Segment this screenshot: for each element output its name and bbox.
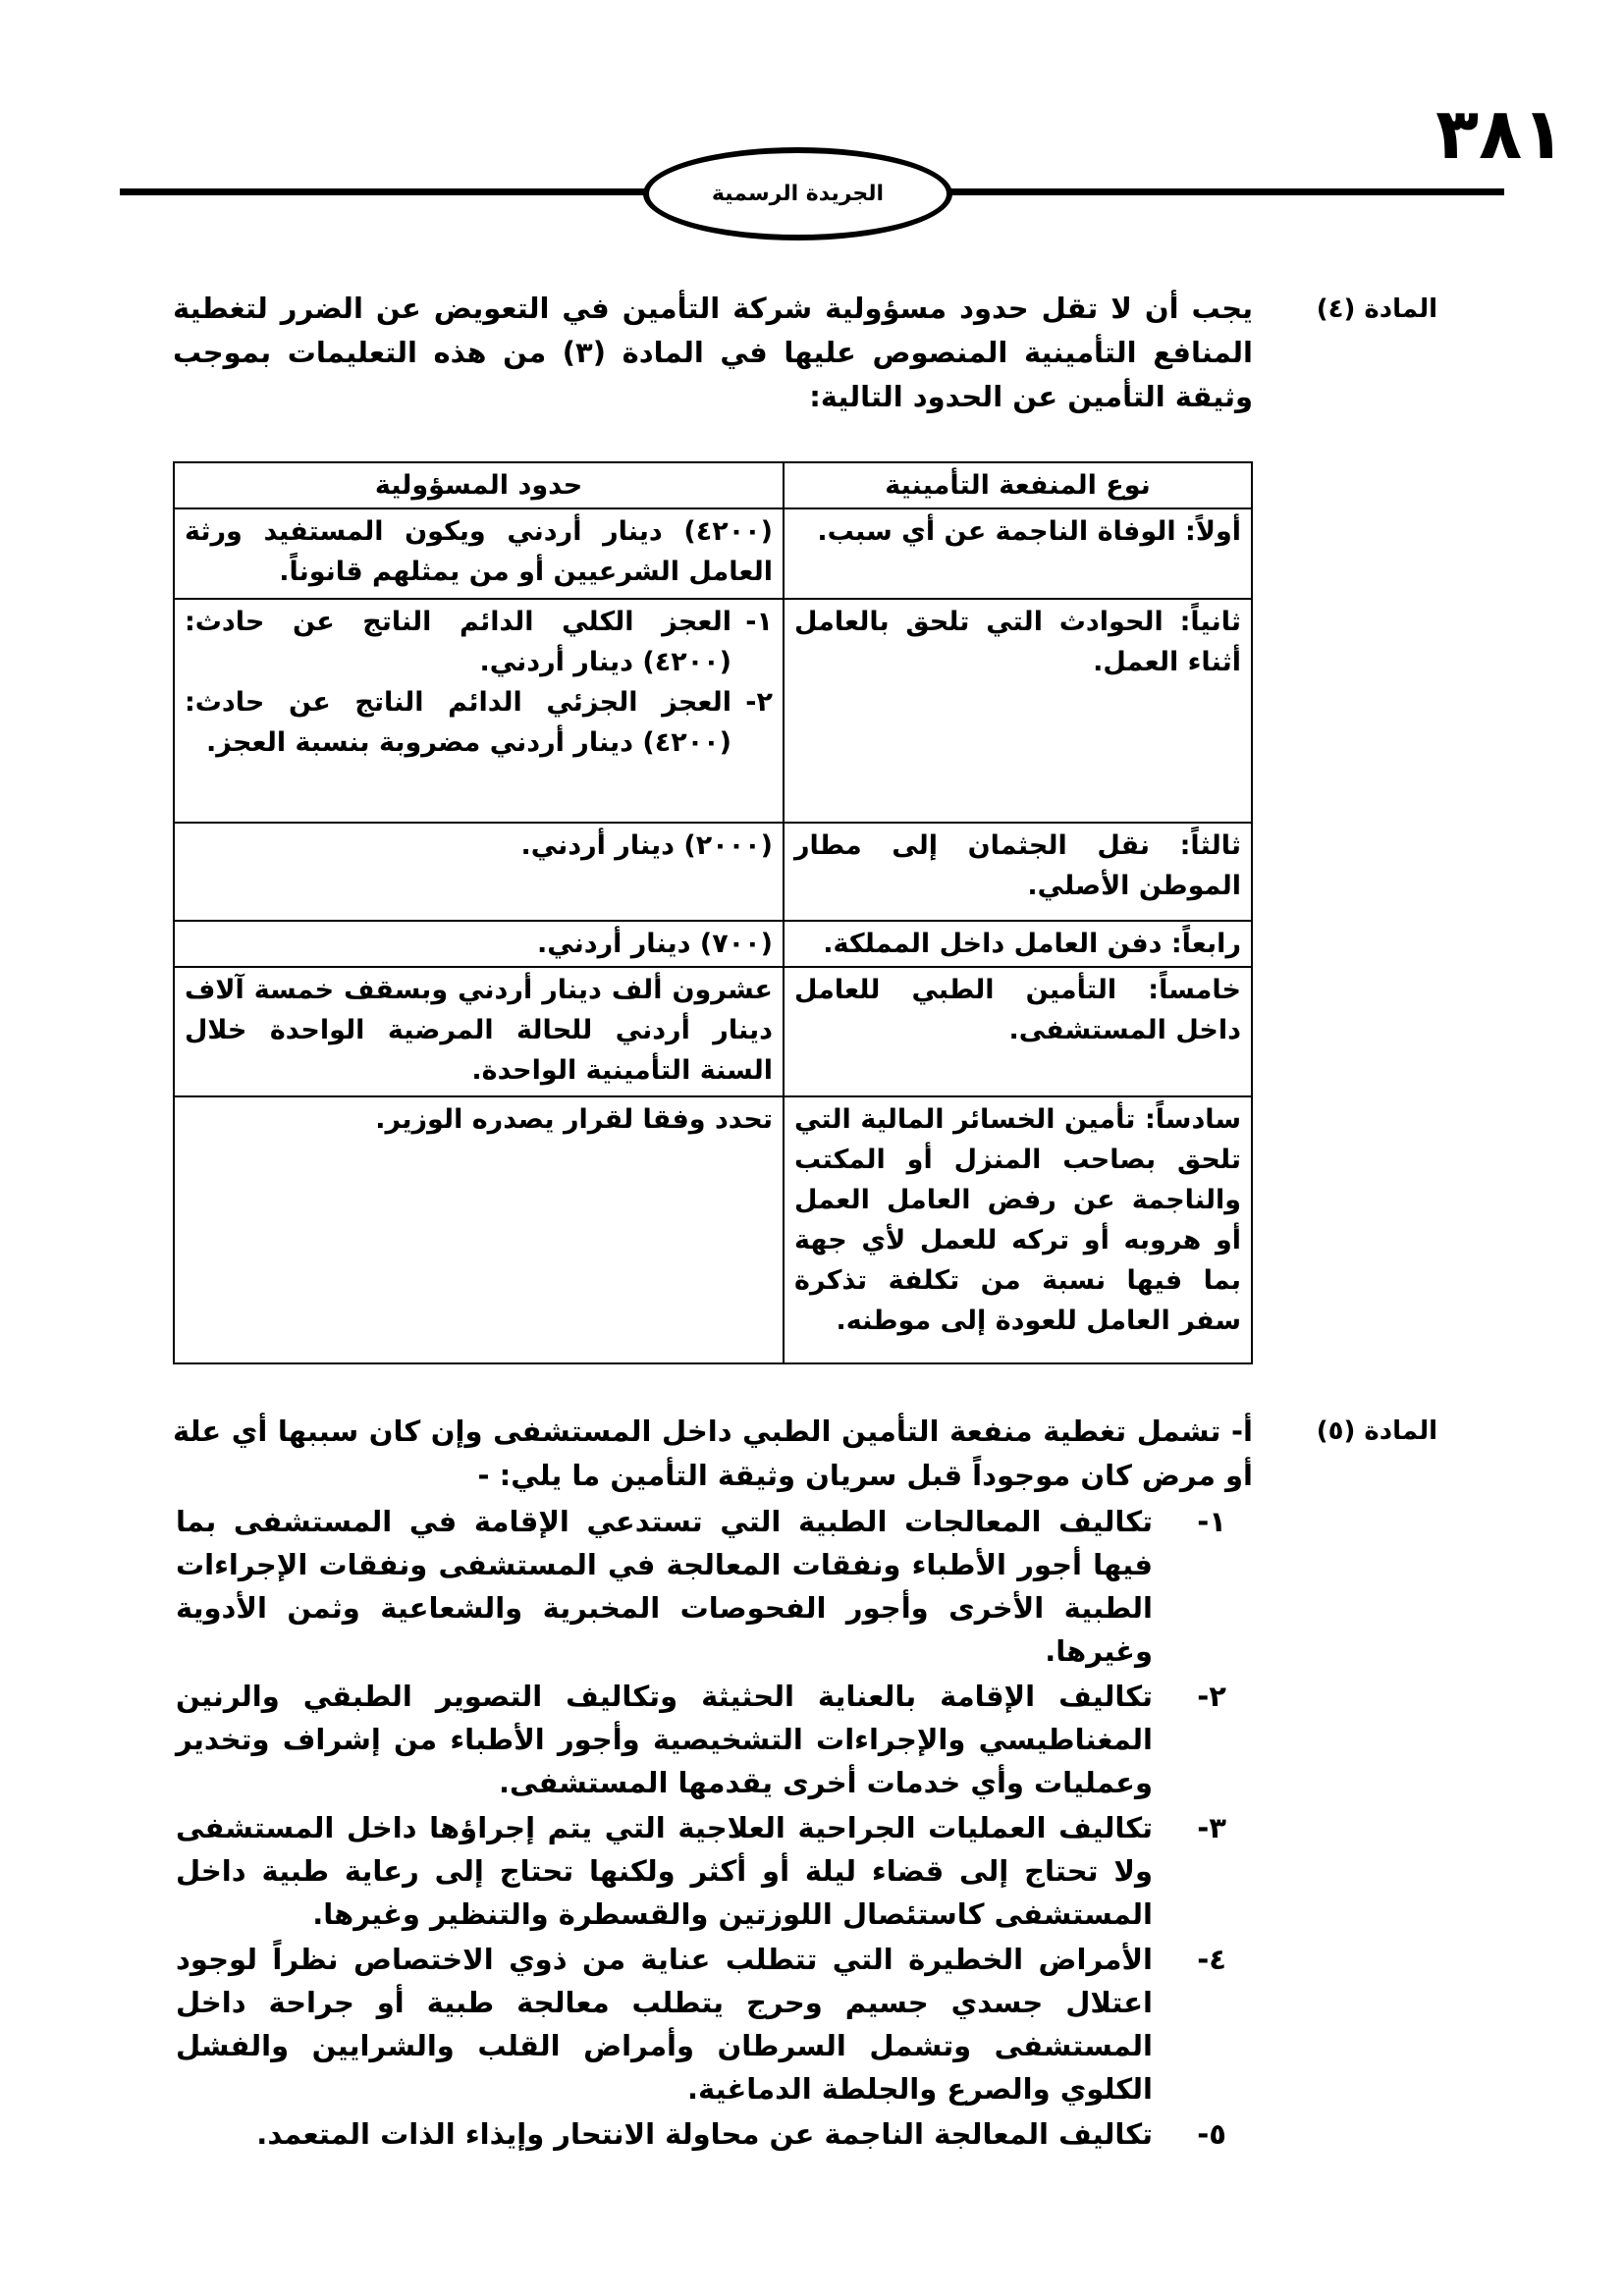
liability-limit-cell: (٢٠٠٠) دينار أردني.	[174, 823, 784, 921]
liability-limit-cell	[174, 599, 784, 823]
list-item-number: ٣-	[1197, 1811, 1226, 1844]
table-row	[174, 508, 1252, 599]
list-item-number: ٢-	[1197, 1680, 1226, 1713]
list-item	[176, 1806, 1226, 1936]
list-item-text: تكاليف الإقامة بالعناية الحثيثة وتكاليف التصوير الطبقي والرنين المغناطيسي والإجراءات التشخيصية وأجور الأطباء من إشراف وتخدير وعمليات وأي خدمات أخرى يقدمها المستشفى.	[176, 1680, 1153, 1799]
limit-item-text: العجز الجزئي الدائم الناتج عن حادث: (٤٢٠٠) دينار أردني مضروبة بنسبة العجز.	[185, 687, 731, 758]
article-4-label: المادة (٤)	[1316, 294, 1437, 324]
list-item-number: ٤-	[1197, 1943, 1226, 1976]
table-row	[174, 1096, 1252, 1363]
list-item	[176, 1500, 1226, 1673]
article-5-label: المادة (٥)	[1316, 1416, 1437, 1446]
gazette-title: الجريدة الرسمية	[711, 182, 885, 206]
liability-limit-cell: (٤٢٠٠) دينار أردني ويكون المستفيد ورثة العامل الشرعيين أو من يمثلهم قانوناً.	[174, 508, 784, 599]
table-row	[174, 823, 1252, 921]
list-item-text: تكاليف المعالجات الطبية التي تستدعي الإقامة في المستشفى بما فيها أجور الأطباء ونفقات المعالجة في المستشفى ونفقات الإجراءات الطبية الأخرى وأجور الفحوصات المخبرية والشعاعية وثمن الأدوية وغيرها.	[176, 1505, 1153, 1668]
list-item	[176, 2112, 1226, 2156]
list-item	[176, 1675, 1226, 1804]
benefits-table	[173, 461, 1253, 1364]
limit-item-text: العجز الكلي الدائم الناتج عن حادث: (٤٢٠٠) دينار أردني.	[185, 607, 731, 677]
list-item-text: تكاليف العمليات الجراحية العلاجية التي يتم إجراؤها داخل المستشفى ولا تحتاج إلى قضاء ليلة أو أكثر ولكنها تحتاج إلى رعاية طبية داخل المستشفى كاستئصال اللوزتين والقسطرة والتنظير وغيرها.	[176, 1811, 1153, 1931]
liability-limit-cell: تحدد وفقا لقرار يصدره الوزير.	[174, 1096, 784, 1363]
gazette-title-oval	[643, 147, 952, 240]
list-item-number: ١-	[1197, 1505, 1226, 1538]
list-item	[176, 1938, 1226, 2110]
header-liability-limits: حدود المسؤولية	[174, 462, 784, 508]
benefit-type-cell: سادساً: تأمين الخسائر المالية التي تلحق بصاحب المنزل أو المكتب والناجمة عن رفض العامل العمل أو هروبه أو تركه للعمل لأي جهة بما فيها نسبة من تكلفة تذكرة سفر العامل للعودة إلى موطنه.	[784, 1096, 1252, 1363]
article-5-list	[176, 1500, 1226, 2158]
table-row	[174, 599, 1252, 823]
benefit-type-cell: خامساً: التأمين الطبي للعامل داخل المستشفى.	[784, 967, 1252, 1096]
limit-item-number: ١-	[745, 607, 773, 637]
table-row	[174, 921, 1252, 967]
benefit-type-cell: أولاً: الوفاة الناجمة عن أي سبب.	[784, 508, 1252, 599]
liability-limit-cell: (٧٠٠) دينار أردني.	[174, 921, 784, 967]
limit-item-number: ٢-	[745, 687, 773, 718]
header-benefit-type: نوع المنفعة التأمينية	[784, 462, 1252, 508]
benefit-type-cell: ثالثاً: نقل الجثمان إلى مطار الموطن الأصلي.	[784, 823, 1252, 921]
list-item-number: ٥-	[1197, 2117, 1226, 2151]
article-5-intro: أ- تشمل تغطية منفعة التأمين الطبي داخل المستشفى وإن كان سببها أي علة أو مرض كان موجوداً قبل سريان وثيقة التأمين ما يلي: -	[173, 1415, 1253, 1492]
article-4-intro: يجب أن لا تقل حدود مسؤولية شركة التأمين في التعويض عن الضرر لتغطية المنافع التأمينية المنصوص عليها في المادة (٣) من هذه التعليمات بموجب وثيقة التأمين عن الحدود التالية:	[173, 292, 1253, 413]
page-number: ٣٨١	[1435, 92, 1565, 175]
list-item-text: الأمراض الخطيرة التي تتطلب عناية من ذوي الاختصاص نظراً لوجود اعتلال جسدي جسيم وحرج يتطلب معالجة طبية أو جراحة داخل المستشفى وتشمل السرطان وأمراض القلب والشرايين والفشل الكلوي والصرع والجلطة الدماغية.	[176, 1943, 1153, 2106]
table-row	[174, 967, 1252, 1096]
benefit-type-cell: ثانياً: الحوادث التي تلحق بالعامل أثناء العمل.	[784, 599, 1252, 823]
table-header-row	[174, 462, 1252, 508]
list-item-text: تكاليف المعالجة الناجمة عن محاولة الانتحار وإيذاء الذات المتعمد.	[256, 2117, 1153, 2151]
limit-item	[185, 602, 773, 682]
benefit-type-cell: رابعاً: دفن العامل داخل المملكة.	[784, 921, 1252, 967]
limit-item	[185, 682, 773, 763]
liability-limit-cell: عشرون ألف دينار أردني وبسقف خمسة آلاف دينار أردني للحالة المرضية الواحدة خلال السنة التأمينية الواحدة.	[174, 967, 784, 1096]
